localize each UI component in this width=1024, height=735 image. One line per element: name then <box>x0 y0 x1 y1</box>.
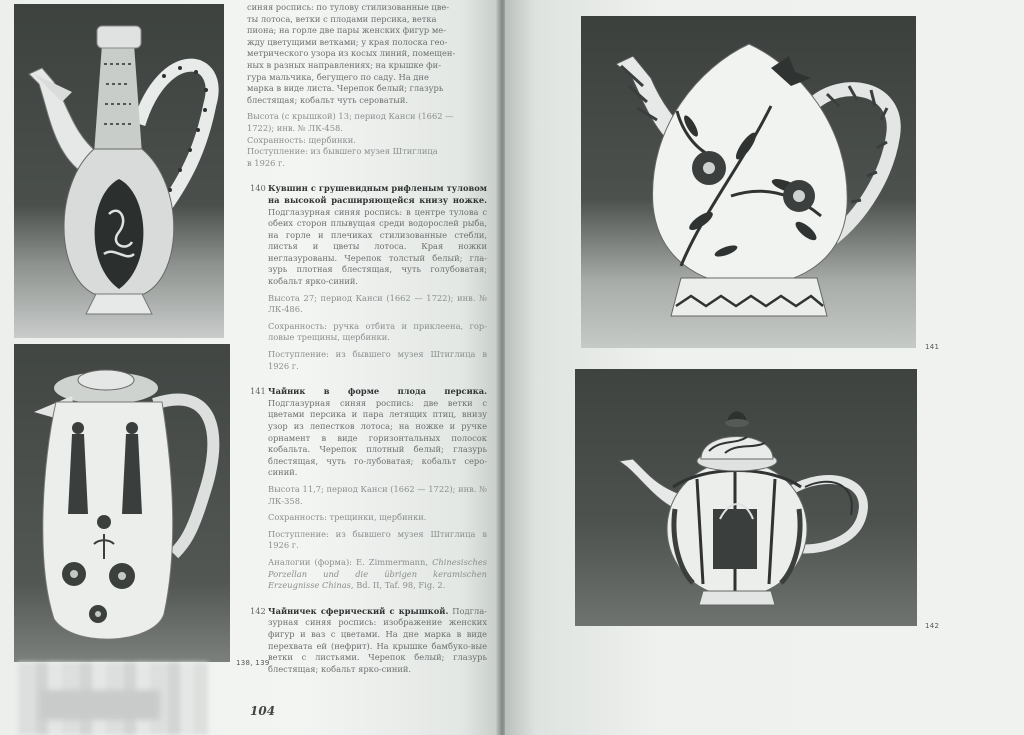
catalogue-entry-141 <box>247 386 487 592</box>
entry-number: 142 <box>250 605 266 616</box>
entry-note: Сохранность: ручка отбита и приклеена, гор-ловые трещины, щербинки. <box>268 320 487 343</box>
peach-teapot-illustration <box>581 16 916 348</box>
photo-ewer <box>14 4 224 338</box>
spherical-teapot-illustration <box>575 369 917 626</box>
photo-caption-141: 141 <box>925 343 940 351</box>
photo-spherical-teapot <box>575 369 917 626</box>
right-page <box>505 0 1024 735</box>
continuation-notes: Высота (с крышкой) 13; период Канси (1662 — 1722); инв. № ЛК-458. Сохранность: щербинки. Поступление: из бывшего музея Штиглица в 1926 г. <box>247 111 454 168</box>
entry-title: Чайничек сферический с крышкой. <box>268 605 449 616</box>
entry-number: 141 <box>250 386 266 397</box>
photos-caption-left: 138, 139 <box>236 659 270 667</box>
left-page <box>0 0 503 735</box>
catalogue-entry-142 <box>247 606 487 676</box>
blurred-stamp-core <box>40 690 160 720</box>
entry-note: Сохранность: трещинки, щербинки. <box>268 512 427 523</box>
continuation-text: синяя роспись: по тулову стилизованные цве- ты лотоса, ветки с плодами персика, ветка пиона; на горле две пары женских фигур ме- жду цветущими ветками; у края полоска гео- метрического узора из косых линий, помещен- ных в разных направлениях; на крышке фи- гура мальчика, бегущего по саду. На дне марка в виде листа. Черепок белый; глазурь блестящая; кобальт чуть сероватый. <box>247 2 456 105</box>
entry-body: Подглазурная синяя роспись: две ветки с цветами персика и пара летящих птиц, внизу узор из лепестков лотоса; на ножке и ручке орнамент в виде горизонтальных полосок кобальта. Черепок плотный белый; глазурь блестящая, чуть го-лубоватая; кобальт серо-синий. <box>268 397 487 478</box>
page-number: 104 <box>250 704 276 718</box>
entry-body: Подгла-зурная синяя роспись: изображение женских фигур и ваз с цветами. На дне марка в виде перехвата ей (нефрит). На крышке бамбуко-вые ветки с листьями. Черепок белый; глазурь блестящая; кобальт ярко-синий. <box>268 605 487 674</box>
photo-peach-teapot <box>581 16 916 348</box>
entry-note: Поступление: из бывшего музея Штиглица в 1926 г. <box>268 349 487 371</box>
entry-note: Поступление: из бывшего музея Штиглица в 1926 г. <box>268 528 487 551</box>
entry-number: 140 <box>250 183 266 194</box>
catalogue-entry-140 <box>247 183 487 372</box>
entry-title: Кувшин с грушевидным рифленым туловом на высокой расширяющейся книзу ножке. <box>268 183 487 205</box>
entry-note: Высота 11,7; период Канси (1662 — 1722); инв. № ЛК-358. <box>268 483 487 506</box>
photo-jug <box>14 344 230 662</box>
text-column <box>247 2 487 689</box>
entry-body: Подглазурная синяя роспись: в центре тулова с обеих сторон плывущая среди водорослей рыба, на горле и плечиках стилизованные стебли, листья и цветы лотоса. Края ножки неглазурованы. Черепок толстый белый; гла-зурь плотная блестящая, чуть голубоватая; кобальт ярко-синий. <box>268 206 487 287</box>
photo-caption-142: 142 <box>925 622 940 630</box>
entry-note: Высота 27; период Канси (1662 — 1722); инв. № ЛК-486. <box>268 292 487 315</box>
jug-illustration <box>14 344 230 662</box>
literature-reference: Аналогии (форма): E. Zimmermann, Chinesisches Porzellan und die übrigen keramischen Erzeugnisse Chinas, Bd. II, Taf. 98, Fig. 2. <box>268 556 487 591</box>
ewer-illustration <box>14 4 224 338</box>
entry-title: Чайник в форме плода персика. <box>268 386 487 397</box>
